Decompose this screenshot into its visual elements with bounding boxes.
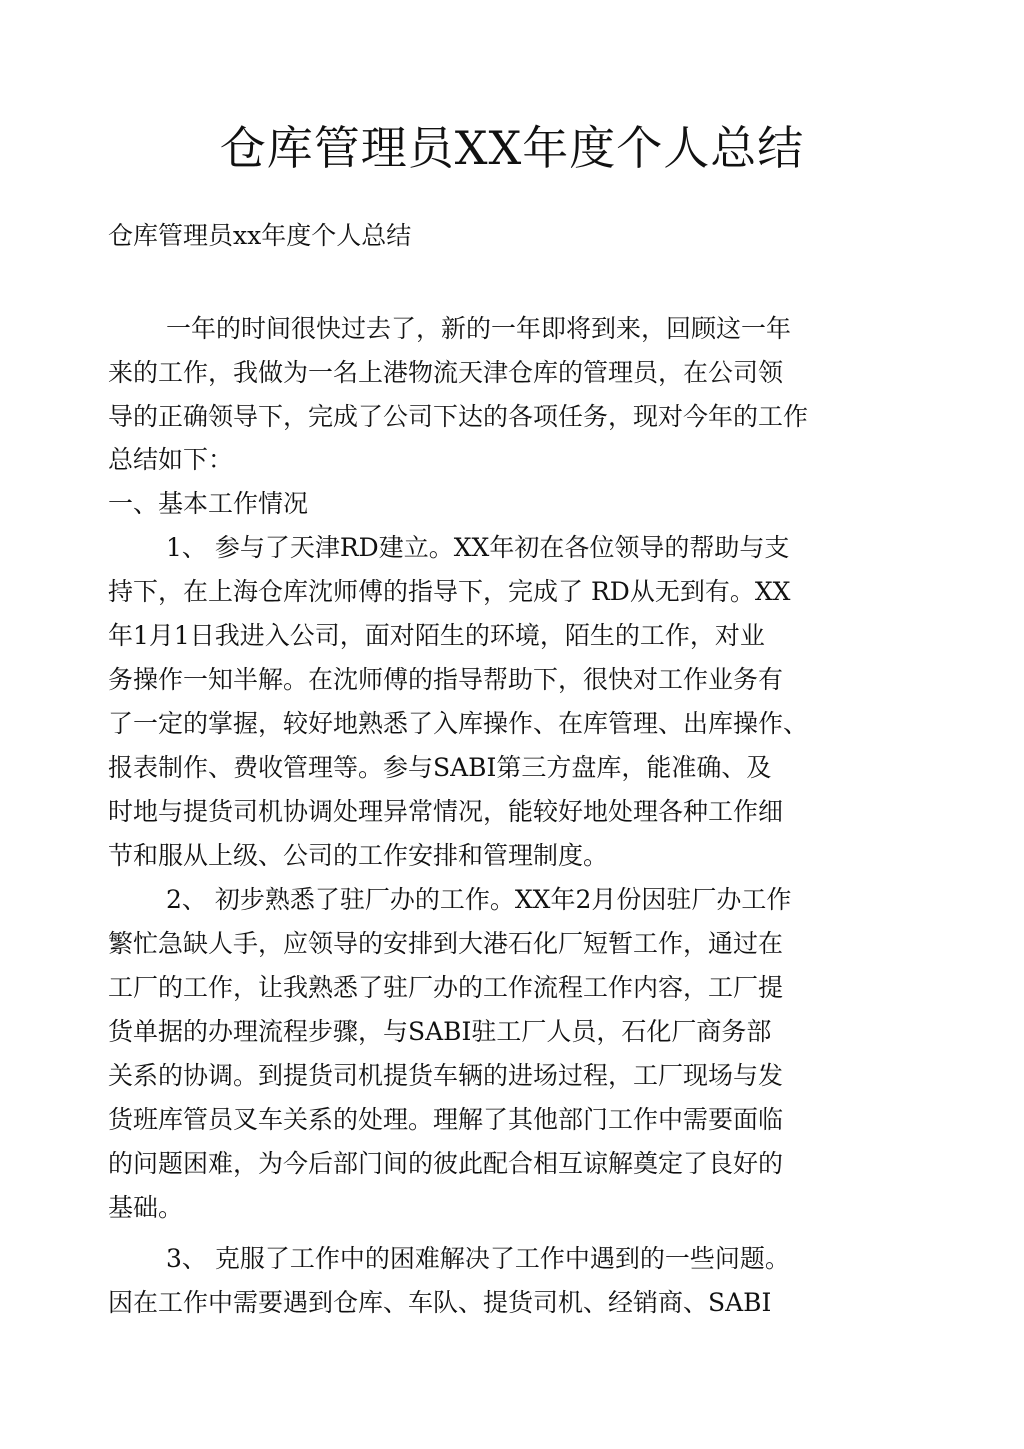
body-line-1: 一年的时间很快过去了，新的一年即将到来，回顾这一年 bbox=[166, 314, 792, 343]
body-line-4: 总结如下： bbox=[108, 445, 234, 474]
body-line-2: 来的工作，我做为一名上港物流天津仓库的管理员，在公司领 bbox=[108, 358, 784, 387]
body-line-11: 报表制作、费收管理等。参与SABI第三方盘库，能准确、及 bbox=[108, 753, 772, 782]
body-line-8: 年1月1日我进入公司，面对陌生的环境，陌生的工作，对业 bbox=[108, 621, 765, 650]
body-line-16: 工厂的工作，让我熟悉了驻厂办的工作流程工作内容，工厂提 bbox=[108, 973, 784, 1002]
body-line-15: 繁忙急缺人手，应领导的安排到大港石化厂短暂工作，通过在 bbox=[108, 929, 784, 958]
body-line-9: 务操作一知半解。在沈师傅的指导帮助下，很快对工作业务有 bbox=[108, 665, 784, 694]
document-subtitle: 仓库管理员xx年度个人总结 bbox=[108, 221, 412, 250]
body-line-18: 关系的协调。到提货司机提货车辆的进场过程，工厂现场与发 bbox=[108, 1061, 784, 1090]
section-heading-basic: 一、基本工作情况 bbox=[108, 489, 309, 518]
body-line-13: 节和服从上级、公司的工作安排和管理制度。 bbox=[108, 841, 609, 870]
body-line-20: 的问题困难，为今后部门间的彼此配合相互谅解奠定了良好的 bbox=[108, 1149, 784, 1178]
body-line-23: 因在工作中需要遇到仓库、车队、提货司机、经销商、SABI bbox=[108, 1288, 772, 1317]
body-line-14: 2、 初步熟悉了驻厂办的工作。XX年2月份因驻厂办工作 bbox=[166, 885, 792, 914]
body-line-22: 3、 克服了工作中的困难解决了工作中遇到的一些问题。 bbox=[166, 1244, 790, 1273]
body-line-17: 货单据的办理流程步骤，与SABI驻工厂人员，石化厂商务部 bbox=[108, 1017, 772, 1046]
body-line-6: 1、 参与了天津RD建立。XX年初在各位领导的帮助与支 bbox=[166, 533, 790, 562]
body-line-12: 时地与提货司机协调处理异常情况，能较好地处理各种工作细 bbox=[108, 797, 784, 826]
body-line-7: 持下，在上海仓库沈师傅的指导下，完成了 RD从无到有。XX bbox=[108, 577, 791, 606]
document-title: 仓库管理员XX年度个人总结 bbox=[219, 121, 805, 175]
body-line-10: 了一定的掌握，较好地熟悉了入库操作、在库管理、出库操作、 bbox=[108, 709, 809, 738]
body-line-19: 货班库管员叉车关系的处理。理解了其他部门工作中需要面临 bbox=[108, 1105, 784, 1134]
body-line-21: 基础。 bbox=[108, 1193, 184, 1222]
body-line-3: 导的正确领导下，完成了公司下达的各项任务，现对今年的工作 bbox=[108, 402, 809, 431]
